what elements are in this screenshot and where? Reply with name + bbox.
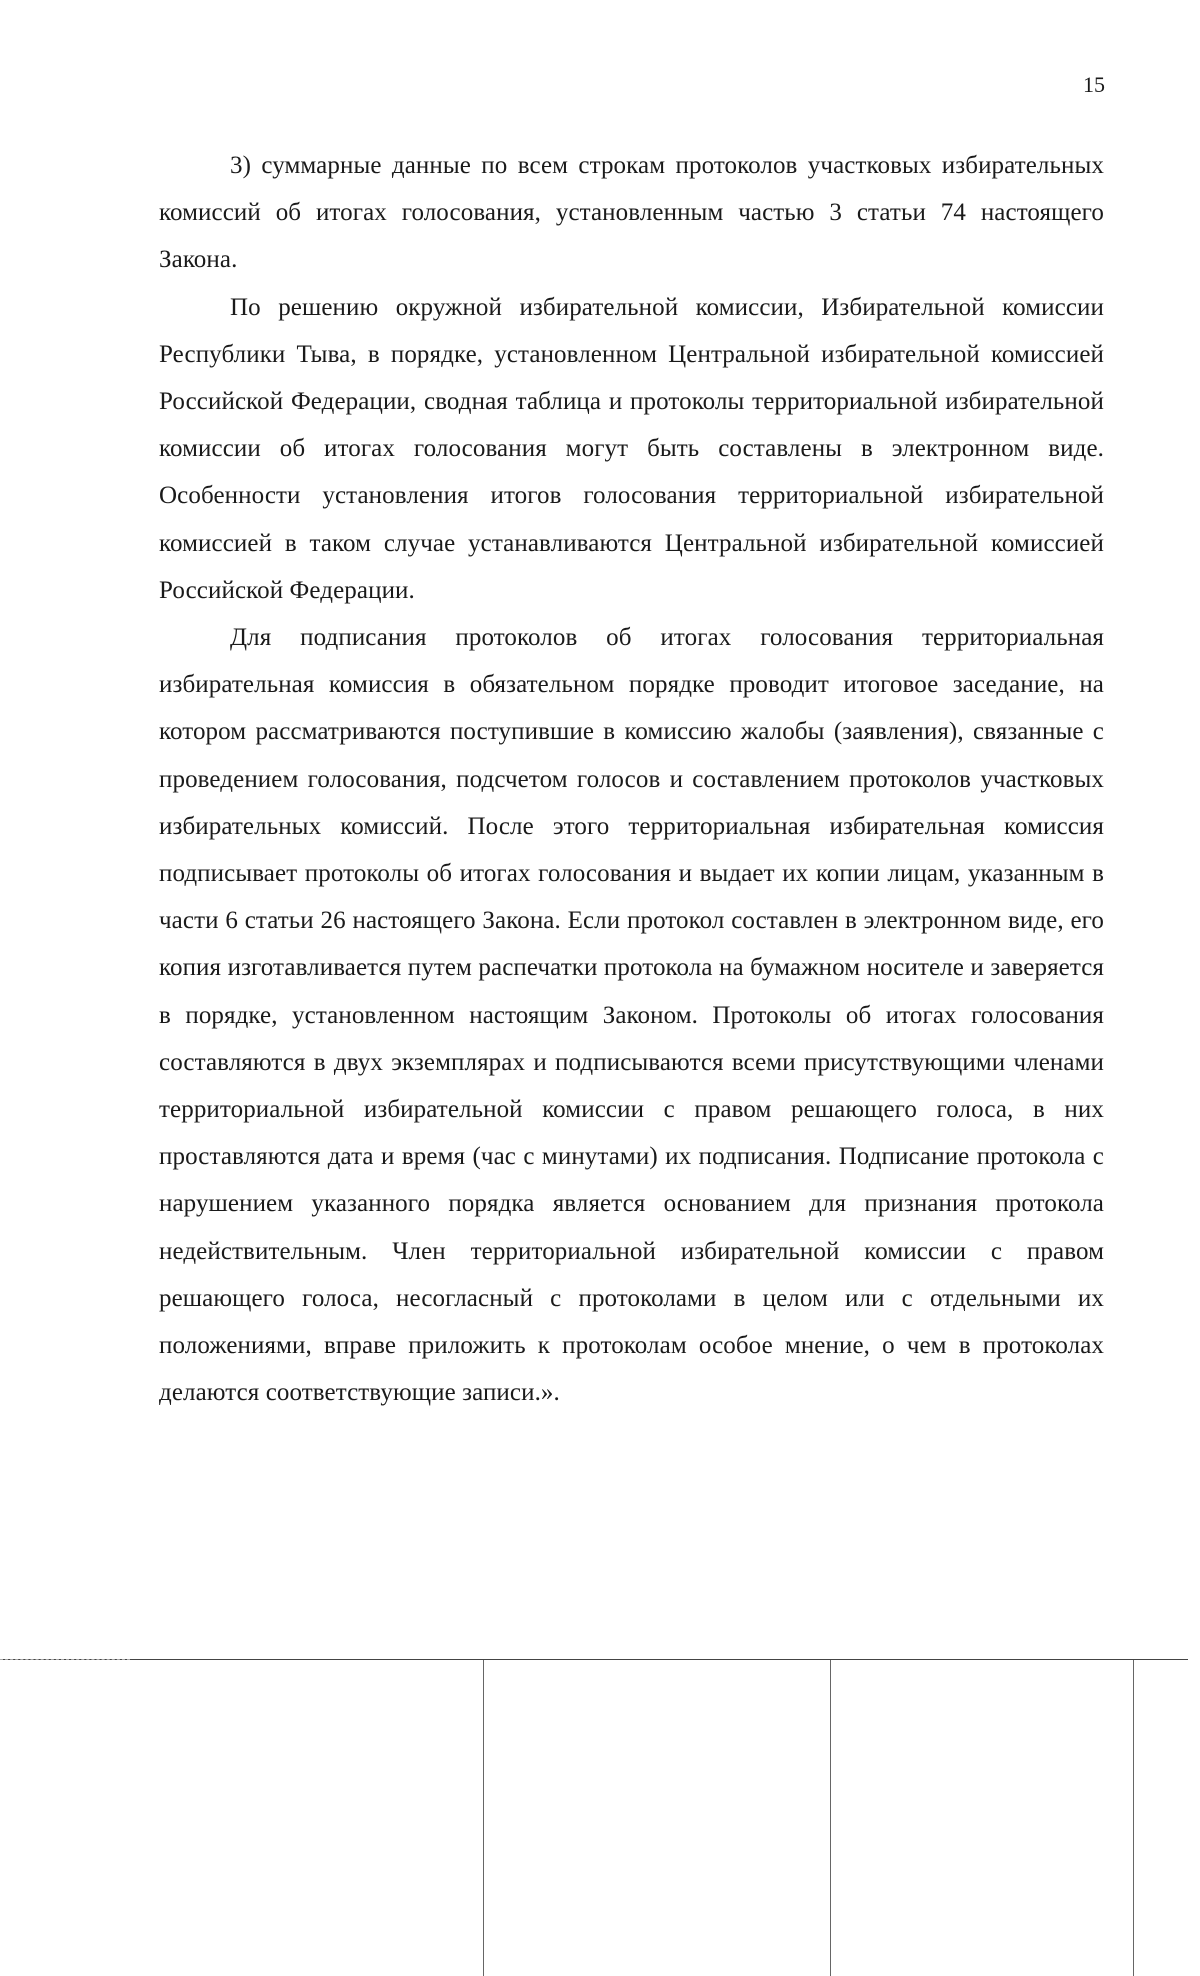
page-number: 15	[1083, 72, 1105, 97]
paragraph-signing-protocols: Для подписания протоколов об итогах голосования территориальная избирательная комиссия в обязательном порядке проводит итоговое заседание, на котором рассматриваются поступившие в комиссию жалобы (заявления), связанные с проведением голосования, подсчетом голосов и составлением протоколов участковых избирательных комиссий. После этого территориальная избирательная комиссия подписывает протоколы об итогах голосования и выдает их копии лицам, указанным в части 6 статьи 26 настоящего Закона. Если протокол составлен в электронном виде, его копия изготавливается путем распечатки протокола на бумажном носителе и заверяется в порядке, установленном настоящим Законом. Протоколы об итогах голосования составляются в двух экземплярах и подписываются всеми присутствующими членами территориальной избирательной комиссии с правом решающего голоса, в них проставляются дата и время (час с минутами) их подписания. Подписание протокола с нарушением указанного порядка является основанием для признания протокола недействительным. Член территориальной избирательной комиссии с правом решающего голоса, несогласный с протоколами в целом или с отдельными их положениями, вправе приложить к протоколам особое мнение, о чем в протоколах делаются соответствующие записи.».	[159, 624, 1104, 1407]
document-body	[159, 142, 1104, 1416]
paragraph-summary-data: 3) суммарные данные по всем строкам протоколов участковых избирательных комиссий об итогах голосования, установленным частью 3 статьи 74 настоящего Закона.	[159, 152, 1104, 274]
table-column-divider	[483, 1660, 484, 1976]
table-top-border	[0, 1659, 1188, 1660]
paragraph-electronic-form: По решению окружной избирательной комиссии, Избирательной комиссии Республики Тыва, в порядке, установленном Центральной избирательной комиссией Российской Федерации, сводная таблица и протоколы территориальной избирательной комиссии об итогах голосования могут быть составлены в электронном виде. Особенности установления итогов голосования территориальной избирательной комиссией в таком случае устанавливаются Центральной избирательной комиссией Российской Федерации.	[159, 293, 1104, 604]
table-border-faint-segment	[0, 1659, 130, 1660]
table-column-divider	[1133, 1660, 1134, 1976]
table-column-divider	[830, 1660, 831, 1976]
